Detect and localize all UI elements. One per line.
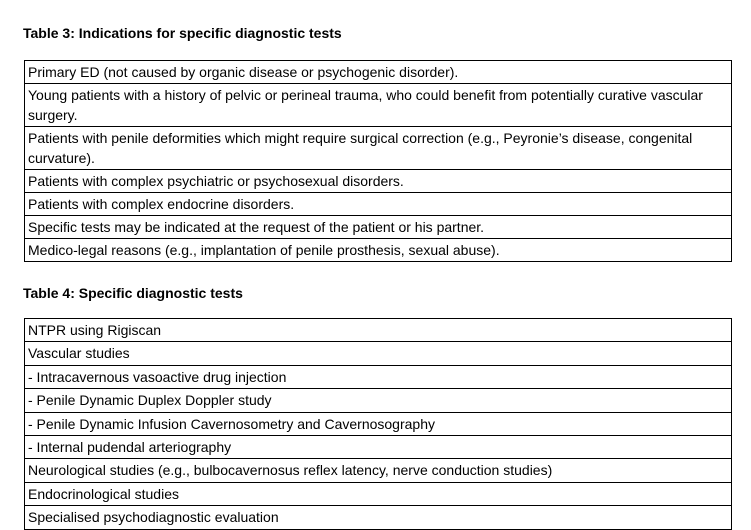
table-cell: Vascular studies	[25, 342, 732, 365]
table-4-title: Table 4: Specific diagnostic tests	[23, 285, 243, 301]
table-cell: - Intracavernous vasoactive drug injection	[25, 365, 732, 388]
table-cell: Patients with complex endocrine disorders.	[25, 193, 732, 216]
table-cell: Endocrinological studies	[25, 482, 732, 505]
table-row	[25, 412, 732, 435]
table-row	[25, 61, 732, 84]
table-cell: Patients with complex psychiatric or psychosexual disorders.	[25, 170, 732, 193]
table-cell: - Penile Dynamic Infusion Cavernosometry and Cavernosography	[25, 412, 732, 435]
table-cell: - Penile Dynamic Duplex Doppler study	[25, 389, 732, 412]
table-cell: Young patients with a history of pelvic or perineal trauma, who could benefit from potentially curative vascular surgery.	[25, 84, 732, 127]
table-cell: - Internal pudendal arteriography	[25, 436, 732, 459]
table-row	[25, 459, 732, 482]
table-cell: Patients with penile deformities which might require surgical correction (e.g., Peyronie’s disease, congenital curvature).	[25, 127, 732, 170]
table-cell: Neurological studies (e.g., bulbocavernosus reflex latency, nerve conduction studies)	[25, 459, 732, 482]
table-row	[25, 482, 732, 505]
table-row	[25, 193, 732, 216]
table-row	[25, 319, 732, 342]
table-3-title: Table 3: Indications for specific diagnostic tests	[23, 25, 342, 41]
table-cell: Specific tests may be indicated at the request of the patient or his partner.	[25, 216, 732, 239]
table-row	[25, 389, 732, 412]
table-row	[25, 506, 732, 529]
table-cell: Medico-legal reasons (e.g., implantation of penile prosthesis, sexual abuse).	[25, 239, 732, 262]
table-row	[25, 216, 732, 239]
table-row	[25, 239, 732, 262]
table-row	[25, 342, 732, 365]
table-cell: Specialised psychodiagnostic evaluation	[25, 506, 732, 529]
table-cell: Primary ED (not caused by organic disease or psychogenic disorder).	[25, 61, 732, 84]
table-row	[25, 127, 732, 170]
indications-table	[24, 60, 732, 262]
table-cell: NTPR using Rigiscan	[25, 319, 732, 342]
table-row	[25, 436, 732, 459]
diagnostic-tests-table	[24, 318, 732, 530]
table-row	[25, 365, 732, 388]
table-row	[25, 84, 732, 127]
table-row	[25, 170, 732, 193]
